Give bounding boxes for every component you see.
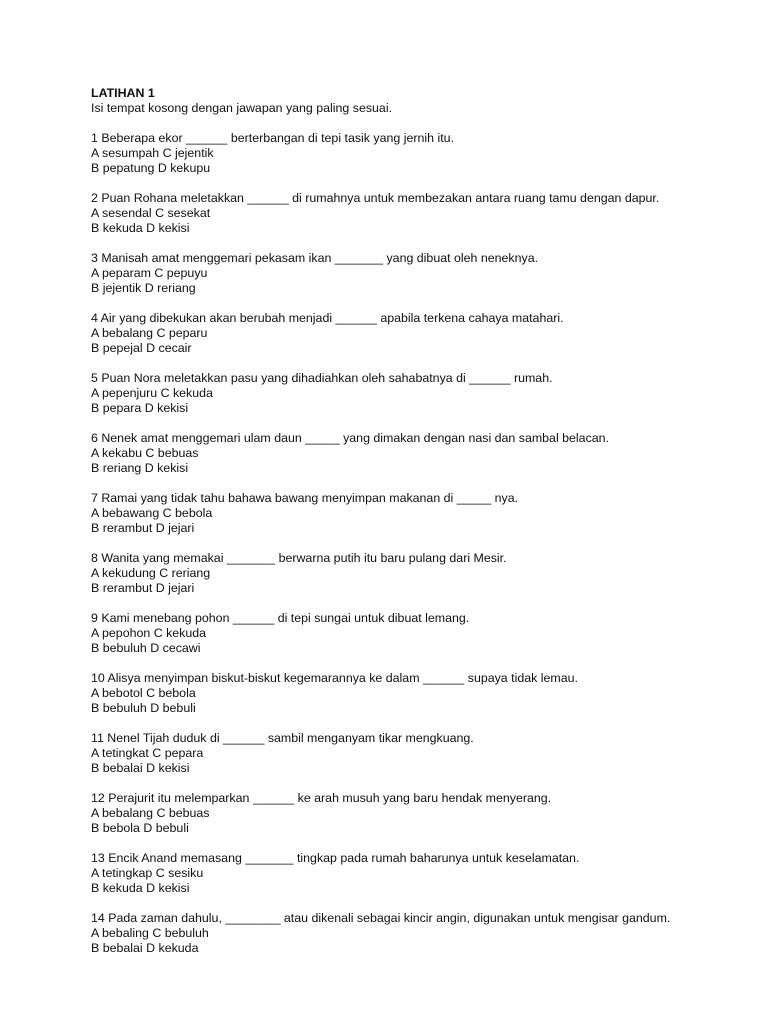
question-text: 3 Manisah amat menggemari pekasam ikan _______ yang dibuat oleh neneknya.: [91, 251, 539, 265]
options-line-a-c: A peparam C pepuyu: [91, 266, 208, 280]
question-item: [91, 491, 691, 536]
options-line-b-d: B pepejal D cecair: [91, 341, 192, 355]
question-text: 1 Beberapa ekor ______ berterbangan di tepi tasik yang jernih itu.: [91, 131, 455, 145]
question-item: [91, 671, 691, 716]
options-line-a-c: A sesumpah C jejentik: [91, 146, 214, 160]
options-line-b-d: B pepara D kekisi: [91, 401, 189, 415]
question-text: 13 Encik Anand memasang _______ tingkap pada rumah baharunya untuk keselamatan.: [91, 851, 580, 865]
document-page: [91, 86, 691, 971]
question-text: 5 Puan Nora meletakkan pasu yang dihadiahkan oleh sahabatnya di ______ rumah.: [91, 371, 553, 385]
options-line-b-d: B pepatung D kekupu: [91, 161, 211, 175]
question-item: [91, 611, 691, 656]
question-item: [91, 371, 691, 416]
question-text: 2 Puan Rohana meletakkan ______ di rumahnya untuk membezakan antara ruang tamu dengan dapur.: [91, 191, 660, 205]
options-line-b-d: B kekuda D kekisi: [91, 221, 190, 235]
options-line-a-c: A kekabu C bebuas: [91, 446, 199, 460]
question-item: [91, 911, 691, 956]
options-line-a-c: A pepohon C kekuda: [91, 626, 207, 640]
question-item: [91, 791, 691, 836]
options-line-a-c: A kekudung C reriang: [91, 566, 211, 580]
question-text: 8 Wanita yang memakai _______ berwarna putih itu baru pulang dari Mesir.: [91, 551, 507, 565]
question-item: [91, 311, 691, 356]
options-line-b-d: B bebalai D kekisi: [91, 761, 190, 775]
question-text: 6 Nenek amat menggemari ulam daun _____ yang dimakan dengan nasi dan sambal belacan.: [91, 431, 609, 445]
options-line-a-c: A pepenjuru C kekuda: [91, 386, 213, 400]
question-item: [91, 191, 691, 236]
options-line-b-d: B reriang D kekisi: [91, 461, 189, 475]
question-list: [91, 131, 691, 956]
question-item: [91, 431, 691, 476]
question-item: [91, 131, 691, 176]
question-item: [91, 251, 691, 296]
options-line-a-c: A bebawang C bebola: [91, 506, 213, 520]
options-line-b-d: B bebuluh D cecawi: [91, 641, 201, 655]
question-item: [91, 731, 691, 776]
question-text: 10 Alisya menyimpan biskut-biskut kegemarannya ke dalam ______ supaya tidak lemau.: [91, 671, 578, 685]
instruction-text: Isi tempat kosong dengan jawapan yang paling sesuai.: [91, 101, 393, 115]
options-line-b-d: B bebuluh D bebuli: [91, 701, 196, 715]
question-item: [91, 551, 691, 596]
question-text: 11 Nenel Tijah duduk di ______ sambil menganyam tikar mengkuang.: [91, 731, 474, 745]
question-text: 14 Pada zaman dahulu, ________ atau dikenali sebagai kincir angin, digunakan untuk mengisar gandum.: [91, 911, 671, 925]
options-line-a-c: A sesendal C sesekat: [91, 206, 211, 220]
options-line-b-d: B bebalai D kekuda: [91, 941, 199, 955]
exercise-title: LATIHAN 1: [91, 86, 155, 100]
options-line-b-d: B jejentik D reriang: [91, 281, 196, 295]
options-line-a-c: A bebalang C peparu: [91, 326, 208, 340]
options-line-b-d: B bebola D bebuli: [91, 821, 189, 835]
options-line-a-c: A bebaling C bebuluh: [91, 926, 209, 940]
options-line-a-c: A bebalang C bebuas: [91, 806, 210, 820]
options-line-a-c: A tetingkat C pepara: [91, 746, 204, 760]
question-text: 9 Kami menebang pohon ______ di tepi sungai untuk dibuat lemang.: [91, 611, 470, 625]
options-line-b-d: B rerambut D jejari: [91, 521, 195, 535]
options-line-a-c: A tetingkap C sesiku: [91, 866, 204, 880]
question-text: 7 Ramai yang tidak tahu bahawa bawang menyimpan makanan di _____ nya.: [91, 491, 519, 505]
question-item: [91, 851, 691, 896]
question-text: 4 Air yang dibekukan akan berubah menjadi ______ apabila terkena cahaya matahari.: [91, 311, 564, 325]
options-line-b-d: B rerambut D jejari: [91, 581, 195, 595]
question-text: 12 Perajurit itu melemparkan ______ ke arah musuh yang baru hendak menyerang.: [91, 791, 552, 805]
options-line-a-c: A bebotol C bebola: [91, 686, 196, 700]
options-line-b-d: B kekuda D kekisi: [91, 881, 190, 895]
